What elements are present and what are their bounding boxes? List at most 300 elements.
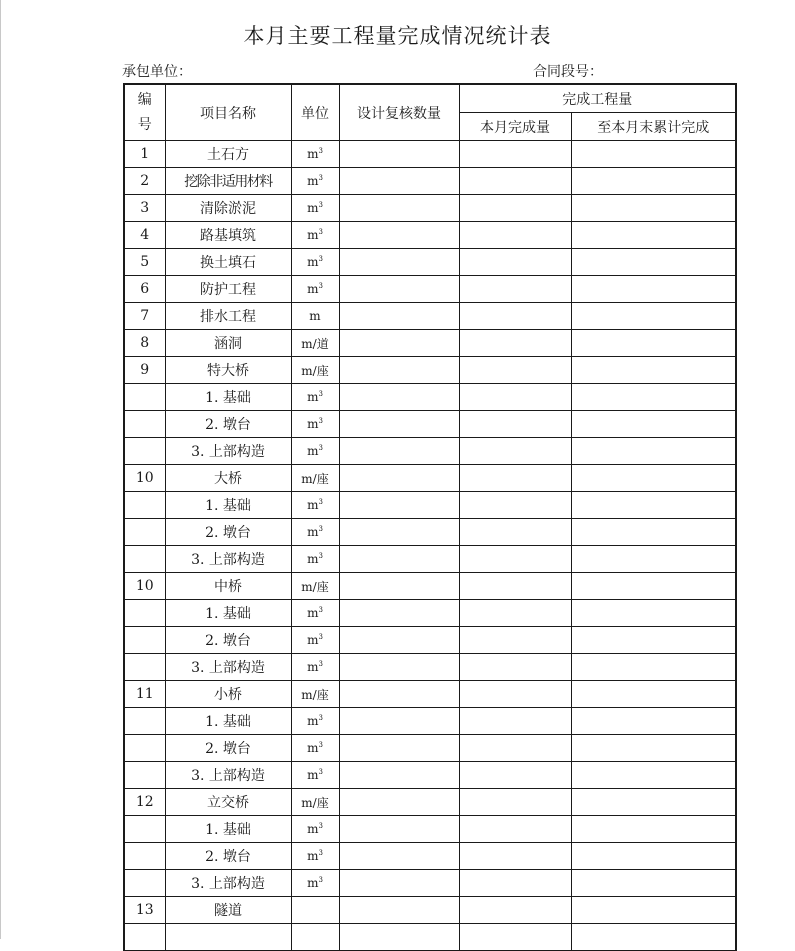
row-number: 10 bbox=[124, 573, 165, 600]
unit-base: m bbox=[307, 282, 319, 296]
cumulative-cell bbox=[571, 168, 736, 195]
this-month-cell bbox=[459, 654, 571, 681]
item-name-text: 2. 墩台 bbox=[205, 525, 251, 541]
item-name-text: 3. 上部构造 bbox=[191, 552, 265, 568]
unit-base: m bbox=[307, 741, 319, 755]
this-month-cell bbox=[459, 330, 571, 357]
unit-base: m bbox=[307, 660, 319, 674]
unit-cell bbox=[291, 222, 339, 249]
item-name-text: 2. 墩台 bbox=[205, 741, 251, 757]
item-name bbox=[165, 222, 291, 249]
unit-cell bbox=[291, 600, 339, 627]
table-row bbox=[124, 330, 736, 357]
unit-base: m bbox=[307, 525, 319, 539]
item-name bbox=[165, 735, 291, 762]
item-name bbox=[165, 870, 291, 897]
table-row bbox=[124, 168, 736, 195]
design-quantity-cell bbox=[339, 411, 459, 438]
item-name-text: 特大桥 bbox=[207, 363, 249, 379]
unit-cell bbox=[291, 330, 339, 357]
header-completed-quantity: 完成工程量 bbox=[459, 84, 736, 113]
row-number: 2 bbox=[124, 168, 165, 195]
unit-exponent: 3 bbox=[318, 606, 323, 614]
table-row bbox=[124, 681, 736, 708]
unit-base: m/座 bbox=[301, 579, 329, 594]
item-name bbox=[165, 141, 291, 168]
item-name bbox=[165, 168, 291, 195]
this-month-cell bbox=[459, 870, 571, 897]
design-quantity-cell bbox=[339, 897, 459, 924]
this-month-cell bbox=[459, 303, 571, 330]
row-number bbox=[124, 735, 165, 762]
cumulative-cell bbox=[571, 681, 736, 708]
item-name-text: 2. 墩台 bbox=[205, 417, 251, 433]
unit-base: m/座 bbox=[301, 687, 329, 702]
cumulative-cell bbox=[571, 573, 736, 600]
row-number: 12 bbox=[124, 789, 165, 816]
unit-cell bbox=[291, 654, 339, 681]
unit-base: m bbox=[307, 174, 319, 188]
unit-exponent: 3 bbox=[318, 633, 323, 641]
row-number: 1 bbox=[124, 141, 165, 168]
item-name-text: 清除淤泥 bbox=[200, 201, 256, 217]
item-name-text: 换土填石 bbox=[200, 255, 256, 271]
unit-cell bbox=[291, 789, 339, 816]
unit-exponent: 3 bbox=[318, 741, 323, 749]
unit-base: m bbox=[307, 498, 319, 512]
cumulative-cell bbox=[571, 465, 736, 492]
item-name-text: 1. 基础 bbox=[205, 714, 251, 730]
unit-exponent: 3 bbox=[318, 282, 323, 290]
design-quantity-cell bbox=[339, 303, 459, 330]
unit-exponent: 3 bbox=[318, 174, 323, 182]
item-name bbox=[165, 303, 291, 330]
this-month-cell bbox=[459, 708, 571, 735]
unit-exponent: 3 bbox=[318, 552, 323, 560]
table-row bbox=[124, 276, 736, 303]
unit-base: m bbox=[307, 714, 319, 728]
table-row bbox=[124, 249, 736, 276]
row-number bbox=[124, 924, 165, 951]
unit-cell bbox=[291, 843, 339, 870]
item-name bbox=[165, 816, 291, 843]
unit-base: m bbox=[307, 228, 319, 242]
design-quantity-cell bbox=[339, 195, 459, 222]
item-name-text: 2. 墩台 bbox=[205, 849, 251, 865]
table-row bbox=[124, 654, 736, 681]
page-edge-rule bbox=[0, 0, 1, 939]
table-row bbox=[124, 492, 736, 519]
cumulative-cell bbox=[571, 654, 736, 681]
item-name-text: 排水工程 bbox=[200, 309, 256, 325]
item-name bbox=[165, 465, 291, 492]
design-quantity-cell bbox=[339, 816, 459, 843]
this-month-cell bbox=[459, 438, 571, 465]
this-month-cell bbox=[459, 843, 571, 870]
table-row bbox=[124, 627, 736, 654]
table-row bbox=[124, 816, 736, 843]
cumulative-cell bbox=[571, 789, 736, 816]
unit-cell bbox=[291, 573, 339, 600]
row-number: 13 bbox=[124, 897, 165, 924]
unit-base: m bbox=[307, 849, 319, 863]
unit-base: m bbox=[307, 876, 319, 890]
this-month-cell bbox=[459, 573, 571, 600]
item-name bbox=[165, 843, 291, 870]
item-name bbox=[165, 330, 291, 357]
item-name-text: 3. 上部构造 bbox=[191, 660, 265, 676]
item-name-text: 3. 上部构造 bbox=[191, 444, 265, 460]
this-month-cell bbox=[459, 789, 571, 816]
table-row bbox=[124, 195, 736, 222]
unit-exponent: 3 bbox=[318, 498, 323, 506]
this-month-cell bbox=[459, 924, 571, 951]
unit-base: m/座 bbox=[301, 363, 329, 378]
unit-base: m bbox=[307, 444, 319, 458]
unit-base: m bbox=[307, 768, 319, 782]
this-month-cell bbox=[459, 546, 571, 573]
item-name-text: 2. 墩台 bbox=[205, 633, 251, 649]
unit-base: m bbox=[309, 309, 321, 323]
cumulative-cell bbox=[571, 303, 736, 330]
row-number bbox=[124, 492, 165, 519]
row-number: 10 bbox=[124, 465, 165, 492]
row-number: 7 bbox=[124, 303, 165, 330]
row-number: 6 bbox=[124, 276, 165, 303]
row-number bbox=[124, 627, 165, 654]
header-this-month: 本月完成量 bbox=[459, 113, 571, 141]
cumulative-cell bbox=[571, 708, 736, 735]
table-row bbox=[124, 762, 736, 789]
unit-cell bbox=[291, 411, 339, 438]
table-row bbox=[124, 573, 736, 600]
table-row bbox=[124, 519, 736, 546]
unit-cell bbox=[291, 276, 339, 303]
item-name-text: 1. 基础 bbox=[205, 390, 251, 406]
unit-exponent: 3 bbox=[318, 714, 323, 722]
design-quantity-cell bbox=[339, 681, 459, 708]
unit-cell bbox=[291, 357, 339, 384]
cumulative-cell bbox=[571, 438, 736, 465]
header-no-line1: 编 bbox=[137, 91, 152, 108]
unit-exponent: 3 bbox=[318, 147, 323, 155]
this-month-cell bbox=[459, 411, 571, 438]
unit-base: m bbox=[307, 822, 319, 836]
row-number bbox=[124, 519, 165, 546]
item-name bbox=[165, 492, 291, 519]
header-no-line2: 号 bbox=[137, 116, 152, 133]
this-month-cell bbox=[459, 816, 571, 843]
header-item-name: 项目名称 bbox=[165, 84, 291, 141]
header-row bbox=[124, 84, 736, 113]
this-month-cell bbox=[459, 627, 571, 654]
design-quantity-cell bbox=[339, 870, 459, 897]
item-name bbox=[165, 924, 291, 951]
item-name bbox=[165, 627, 291, 654]
item-name bbox=[165, 384, 291, 411]
cumulative-cell bbox=[571, 546, 736, 573]
item-name-text: 大桥 bbox=[214, 471, 242, 487]
design-quantity-cell bbox=[339, 600, 459, 627]
row-number bbox=[124, 546, 165, 573]
table-row bbox=[124, 600, 736, 627]
design-quantity-cell bbox=[339, 789, 459, 816]
unit-base: m bbox=[307, 390, 319, 404]
design-quantity-cell bbox=[339, 708, 459, 735]
unit-exponent: 3 bbox=[318, 822, 323, 830]
unit-cell bbox=[291, 195, 339, 222]
row-number: 11 bbox=[124, 681, 165, 708]
item-name bbox=[165, 654, 291, 681]
cumulative-cell bbox=[571, 222, 736, 249]
item-name bbox=[165, 897, 291, 924]
row-number: 4 bbox=[124, 222, 165, 249]
table-row bbox=[124, 546, 736, 573]
item-name bbox=[165, 762, 291, 789]
item-name bbox=[165, 681, 291, 708]
cumulative-cell bbox=[571, 924, 736, 951]
design-quantity-cell bbox=[339, 762, 459, 789]
item-name-text: 路基填筑 bbox=[200, 228, 256, 244]
row-number bbox=[124, 843, 165, 870]
row-number: 9 bbox=[124, 357, 165, 384]
design-quantity-cell bbox=[339, 573, 459, 600]
item-name-text: 小桥 bbox=[214, 687, 242, 703]
table-row bbox=[124, 843, 736, 870]
unit-cell bbox=[291, 708, 339, 735]
unit-cell bbox=[291, 546, 339, 573]
design-quantity-cell bbox=[339, 276, 459, 303]
this-month-cell bbox=[459, 168, 571, 195]
table-row bbox=[124, 222, 736, 249]
unit-cell bbox=[291, 465, 339, 492]
design-quantity-cell bbox=[339, 843, 459, 870]
item-name bbox=[165, 438, 291, 465]
cumulative-cell bbox=[571, 276, 736, 303]
this-month-cell bbox=[459, 519, 571, 546]
cumulative-cell bbox=[571, 141, 736, 168]
unit-cell bbox=[291, 303, 339, 330]
item-name-text: 立交桥 bbox=[207, 795, 249, 811]
row-number bbox=[124, 654, 165, 681]
unit-cell bbox=[291, 924, 339, 951]
document-title: 本月主要工程量完成情况统计表 bbox=[243, 24, 552, 48]
unit-base: m bbox=[307, 255, 319, 269]
item-name-text: 1. 基础 bbox=[205, 822, 251, 838]
unit-exponent: 3 bbox=[318, 876, 323, 884]
cumulative-cell bbox=[571, 600, 736, 627]
header-design-quantity: 设计复核数量 bbox=[339, 84, 459, 141]
header-unit: 单位 bbox=[291, 84, 339, 141]
item-name bbox=[165, 789, 291, 816]
item-name-text: 隧道 bbox=[214, 903, 242, 919]
this-month-cell bbox=[459, 195, 571, 222]
item-name-text: 中桥 bbox=[214, 579, 242, 595]
this-month-cell bbox=[459, 762, 571, 789]
header-cumulative: 至本月末累计完成 bbox=[571, 113, 736, 141]
unit-cell bbox=[291, 168, 339, 195]
unit-exponent: 3 bbox=[318, 849, 323, 857]
design-quantity-cell bbox=[339, 222, 459, 249]
cumulative-cell bbox=[571, 843, 736, 870]
unit-exponent: 3 bbox=[318, 201, 323, 209]
table-row bbox=[124, 384, 736, 411]
cumulative-cell bbox=[571, 249, 736, 276]
table-row bbox=[124, 789, 736, 816]
unit-exponent: 3 bbox=[318, 768, 323, 776]
item-name bbox=[165, 573, 291, 600]
item-name-text: 1. 基础 bbox=[205, 606, 251, 622]
design-quantity-cell bbox=[339, 438, 459, 465]
design-quantity-cell bbox=[339, 492, 459, 519]
design-quantity-cell bbox=[339, 249, 459, 276]
this-month-cell bbox=[459, 681, 571, 708]
item-name bbox=[165, 546, 291, 573]
cumulative-cell bbox=[571, 330, 736, 357]
unit-cell bbox=[291, 438, 339, 465]
cumulative-cell bbox=[571, 384, 736, 411]
table-body bbox=[124, 141, 736, 951]
header-no bbox=[124, 84, 165, 141]
table-row bbox=[124, 465, 736, 492]
table-row bbox=[124, 411, 736, 438]
design-quantity-cell bbox=[339, 924, 459, 951]
item-name bbox=[165, 411, 291, 438]
item-name bbox=[165, 276, 291, 303]
table-row bbox=[124, 897, 736, 924]
unit-cell bbox=[291, 384, 339, 411]
cumulative-cell bbox=[571, 411, 736, 438]
item-name bbox=[165, 519, 291, 546]
contractor-label: 承包单位： bbox=[122, 64, 192, 80]
this-month-cell bbox=[459, 735, 571, 762]
cumulative-cell bbox=[571, 816, 736, 843]
design-quantity-cell bbox=[339, 330, 459, 357]
unit-exponent: 3 bbox=[318, 228, 323, 236]
this-month-cell bbox=[459, 276, 571, 303]
table-row bbox=[124, 438, 736, 465]
unit-cell bbox=[291, 816, 339, 843]
row-number: 3 bbox=[124, 195, 165, 222]
unit-base: m bbox=[307, 147, 319, 161]
unit-exponent: 3 bbox=[318, 255, 323, 263]
unit-cell bbox=[291, 897, 339, 924]
this-month-cell bbox=[459, 357, 571, 384]
design-quantity-cell bbox=[339, 735, 459, 762]
this-month-cell bbox=[459, 465, 571, 492]
item-name-text: 3. 上部构造 bbox=[191, 768, 265, 784]
unit-base: m bbox=[307, 201, 319, 215]
item-name bbox=[165, 708, 291, 735]
row-number: 8 bbox=[124, 330, 165, 357]
unit-base: m bbox=[307, 552, 319, 566]
design-quantity-cell bbox=[339, 168, 459, 195]
this-month-cell bbox=[459, 141, 571, 168]
unit-base: m/座 bbox=[301, 795, 329, 810]
cumulative-cell bbox=[571, 762, 736, 789]
row-number bbox=[124, 384, 165, 411]
design-quantity-cell bbox=[339, 357, 459, 384]
row-number bbox=[124, 762, 165, 789]
this-month-cell bbox=[459, 492, 571, 519]
unit-cell bbox=[291, 762, 339, 789]
item-name bbox=[165, 600, 291, 627]
row-number bbox=[124, 438, 165, 465]
item-name-text: 防护工程 bbox=[200, 282, 256, 298]
unit-cell bbox=[291, 141, 339, 168]
unit-cell bbox=[291, 519, 339, 546]
unit-cell bbox=[291, 249, 339, 276]
item-name bbox=[165, 357, 291, 384]
table-row bbox=[124, 870, 736, 897]
this-month-cell bbox=[459, 222, 571, 249]
design-quantity-cell bbox=[339, 141, 459, 168]
item-name-text: 1. 基础 bbox=[205, 498, 251, 514]
contract-section-label: 合同段号： bbox=[533, 64, 603, 80]
table-row bbox=[124, 303, 736, 330]
design-quantity-cell bbox=[339, 546, 459, 573]
unit-base: m bbox=[307, 606, 319, 620]
cumulative-cell bbox=[571, 870, 736, 897]
cumulative-cell bbox=[571, 897, 736, 924]
row-number bbox=[124, 600, 165, 627]
this-month-cell bbox=[459, 384, 571, 411]
design-quantity-cell bbox=[339, 384, 459, 411]
unit-exponent: 3 bbox=[318, 444, 323, 452]
unit-exponent: 3 bbox=[318, 525, 323, 533]
quantities-table bbox=[123, 83, 737, 951]
this-month-cell bbox=[459, 897, 571, 924]
table-row bbox=[124, 735, 736, 762]
unit-cell bbox=[291, 681, 339, 708]
design-quantity-cell bbox=[339, 465, 459, 492]
row-number bbox=[124, 708, 165, 735]
row-number bbox=[124, 816, 165, 843]
item-name bbox=[165, 249, 291, 276]
unit-base: m/道 bbox=[301, 336, 329, 351]
cumulative-cell bbox=[571, 195, 736, 222]
cumulative-cell bbox=[571, 357, 736, 384]
unit-base: m bbox=[307, 633, 319, 647]
table-row bbox=[124, 357, 736, 384]
unit-cell bbox=[291, 735, 339, 762]
this-month-cell bbox=[459, 249, 571, 276]
row-number: 5 bbox=[124, 249, 165, 276]
this-month-cell bbox=[459, 600, 571, 627]
cumulative-cell bbox=[571, 735, 736, 762]
design-quantity-cell bbox=[339, 627, 459, 654]
design-quantity-cell bbox=[339, 654, 459, 681]
table-row bbox=[124, 141, 736, 168]
unit-exponent: 3 bbox=[318, 390, 323, 398]
unit-cell bbox=[291, 627, 339, 654]
table-row bbox=[124, 924, 736, 951]
unit-exponent: 3 bbox=[318, 660, 323, 668]
unit-cell bbox=[291, 492, 339, 519]
row-number bbox=[124, 411, 165, 438]
row-number bbox=[124, 870, 165, 897]
item-name bbox=[165, 195, 291, 222]
unit-base: m/座 bbox=[301, 471, 329, 486]
table-row bbox=[124, 708, 736, 735]
unit-exponent: 3 bbox=[318, 417, 323, 425]
unit-cell bbox=[291, 870, 339, 897]
cumulative-cell bbox=[571, 627, 736, 654]
unit-base: m bbox=[307, 417, 319, 431]
cumulative-cell bbox=[571, 492, 736, 519]
item-name-text: 挖除非适用材料 bbox=[184, 174, 272, 190]
item-name-text: 涵洞 bbox=[214, 336, 242, 352]
